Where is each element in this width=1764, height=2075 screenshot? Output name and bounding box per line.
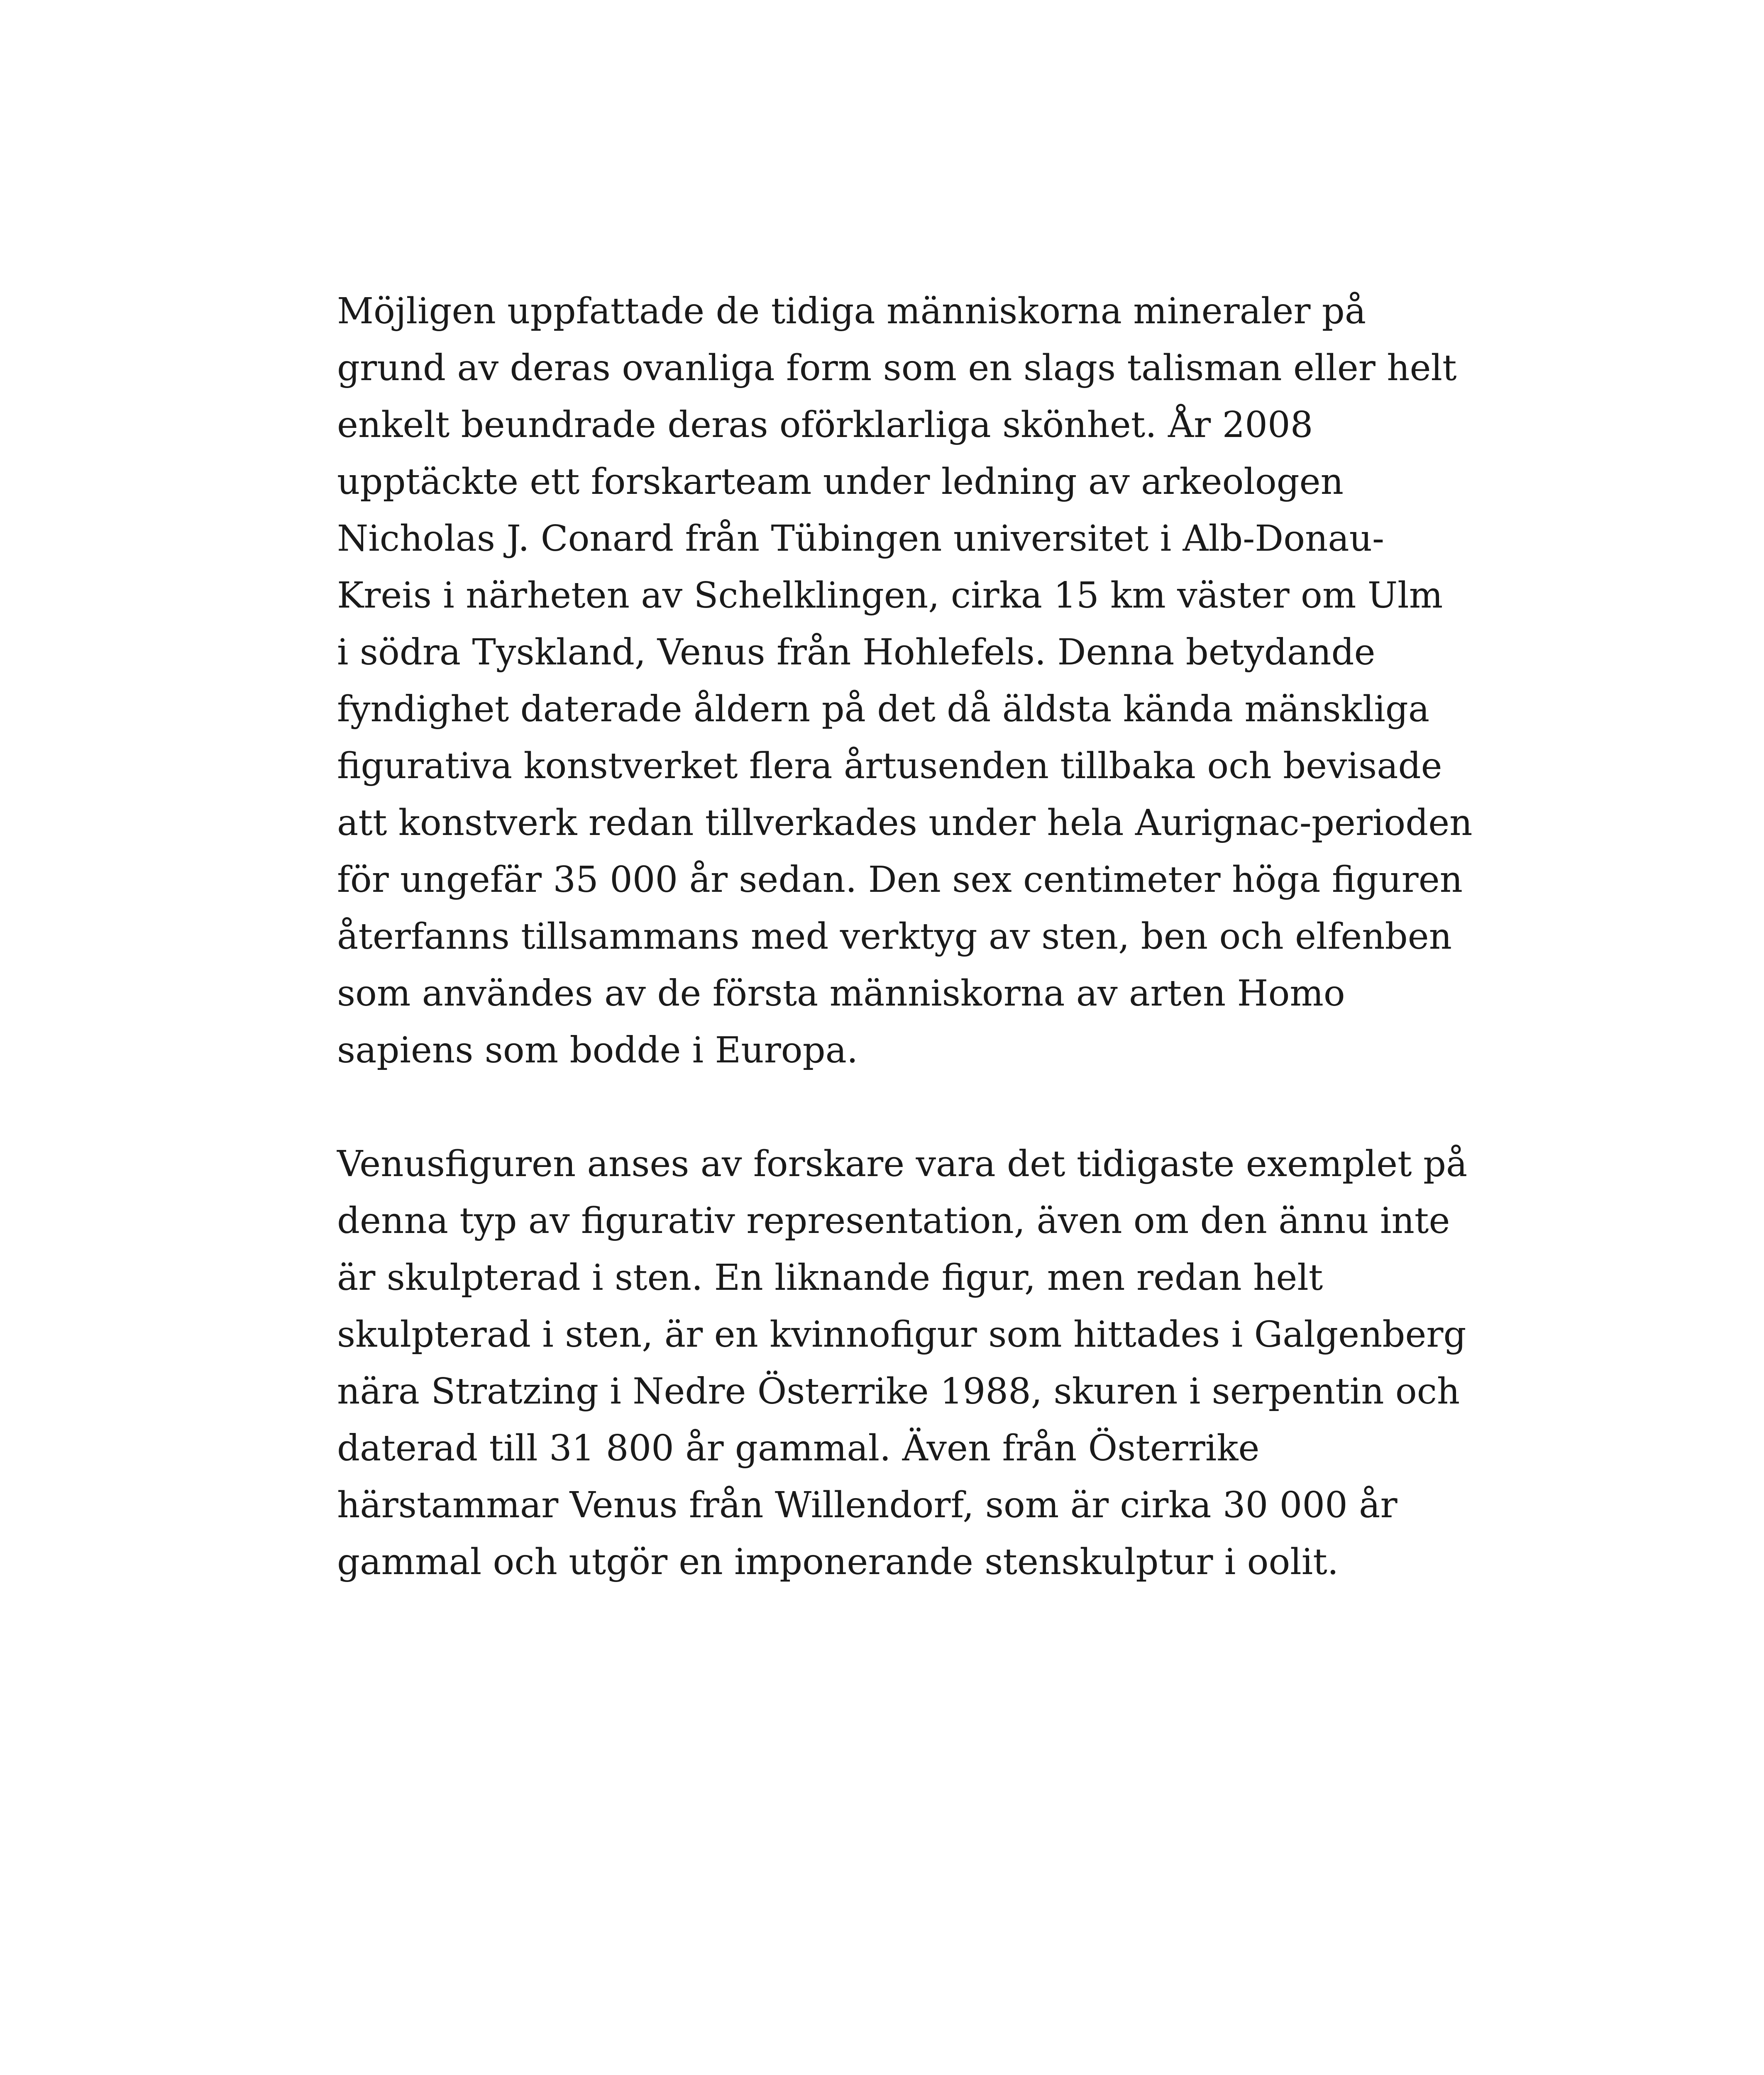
- text-line: enkelt beundrade deras oförklarliga skönhet. År 2008: [337, 404, 1313, 446]
- text-line: för ungefär 35 000 år sedan. Den sex centimeter höga figuren: [337, 859, 1463, 901]
- text-line: härstammar Venus från Willendorf, som är cirka 30 000 år: [337, 1484, 1398, 1526]
- text-line: är skulpterad i sten. En liknande figur, men redan helt: [337, 1257, 1323, 1299]
- text-line: fyndighet daterade åldern på det då äldsta kända mänskliga: [337, 688, 1430, 730]
- text-line: figurativa konstverket flera årtusenden tillbaka och bevisade: [337, 745, 1442, 787]
- text-line: sapiens som bodde i Europa.: [337, 1030, 858, 1071]
- text-line: daterad till 31 800 år gammal. Även från Österrike: [337, 1428, 1260, 1469]
- text-line: återfanns tillsammans med verktyg av sten, ben och elfenben: [337, 916, 1452, 957]
- paragraph-2: [337, 1136, 1474, 1591]
- text-line: denna typ av figurativ representation, även om den ännu inte: [337, 1200, 1450, 1242]
- text-line: Venusfiguren anses av forskare vara det tidigaste exemplet på: [337, 1143, 1468, 1185]
- text-line: gammal och utgör en imponerande stenskulptur i oolit.: [337, 1541, 1339, 1583]
- body-text: [337, 283, 1474, 1591]
- text-line: som användes av de första människorna av arten Homo: [337, 973, 1345, 1014]
- text-line: i södra Tyskland, Venus från Hohlefels. Denna betydande: [337, 632, 1376, 673]
- paragraph-1: [337, 283, 1474, 1079]
- text-line: Kreis i närheten av Schelklingen, cirka 15 km väster om Ulm: [337, 575, 1443, 616]
- text-line: Nicholas J. Conard från Tübingen universitet i Alb-Donau-: [337, 518, 1385, 559]
- paragraph-spacer: [337, 1079, 1474, 1136]
- text-line: Möjligen uppfattade de tidiga människorna mineraler på: [337, 290, 1366, 332]
- text-line: att konstverk redan tillverkades under hela Aurignac-perioden: [337, 802, 1473, 844]
- text-line: upptäckte ett forskarteam under ledning av arkeologen: [337, 461, 1344, 503]
- text-line: grund av deras ovanliga form som en slags talisman eller helt: [337, 347, 1457, 389]
- text-line: nära Stratzing i Nedre Österrike 1988, skuren i serpentin och: [337, 1371, 1460, 1412]
- text-line: skulpterad i sten, är en kvinnofigur som hittades i Galgenberg: [337, 1314, 1466, 1355]
